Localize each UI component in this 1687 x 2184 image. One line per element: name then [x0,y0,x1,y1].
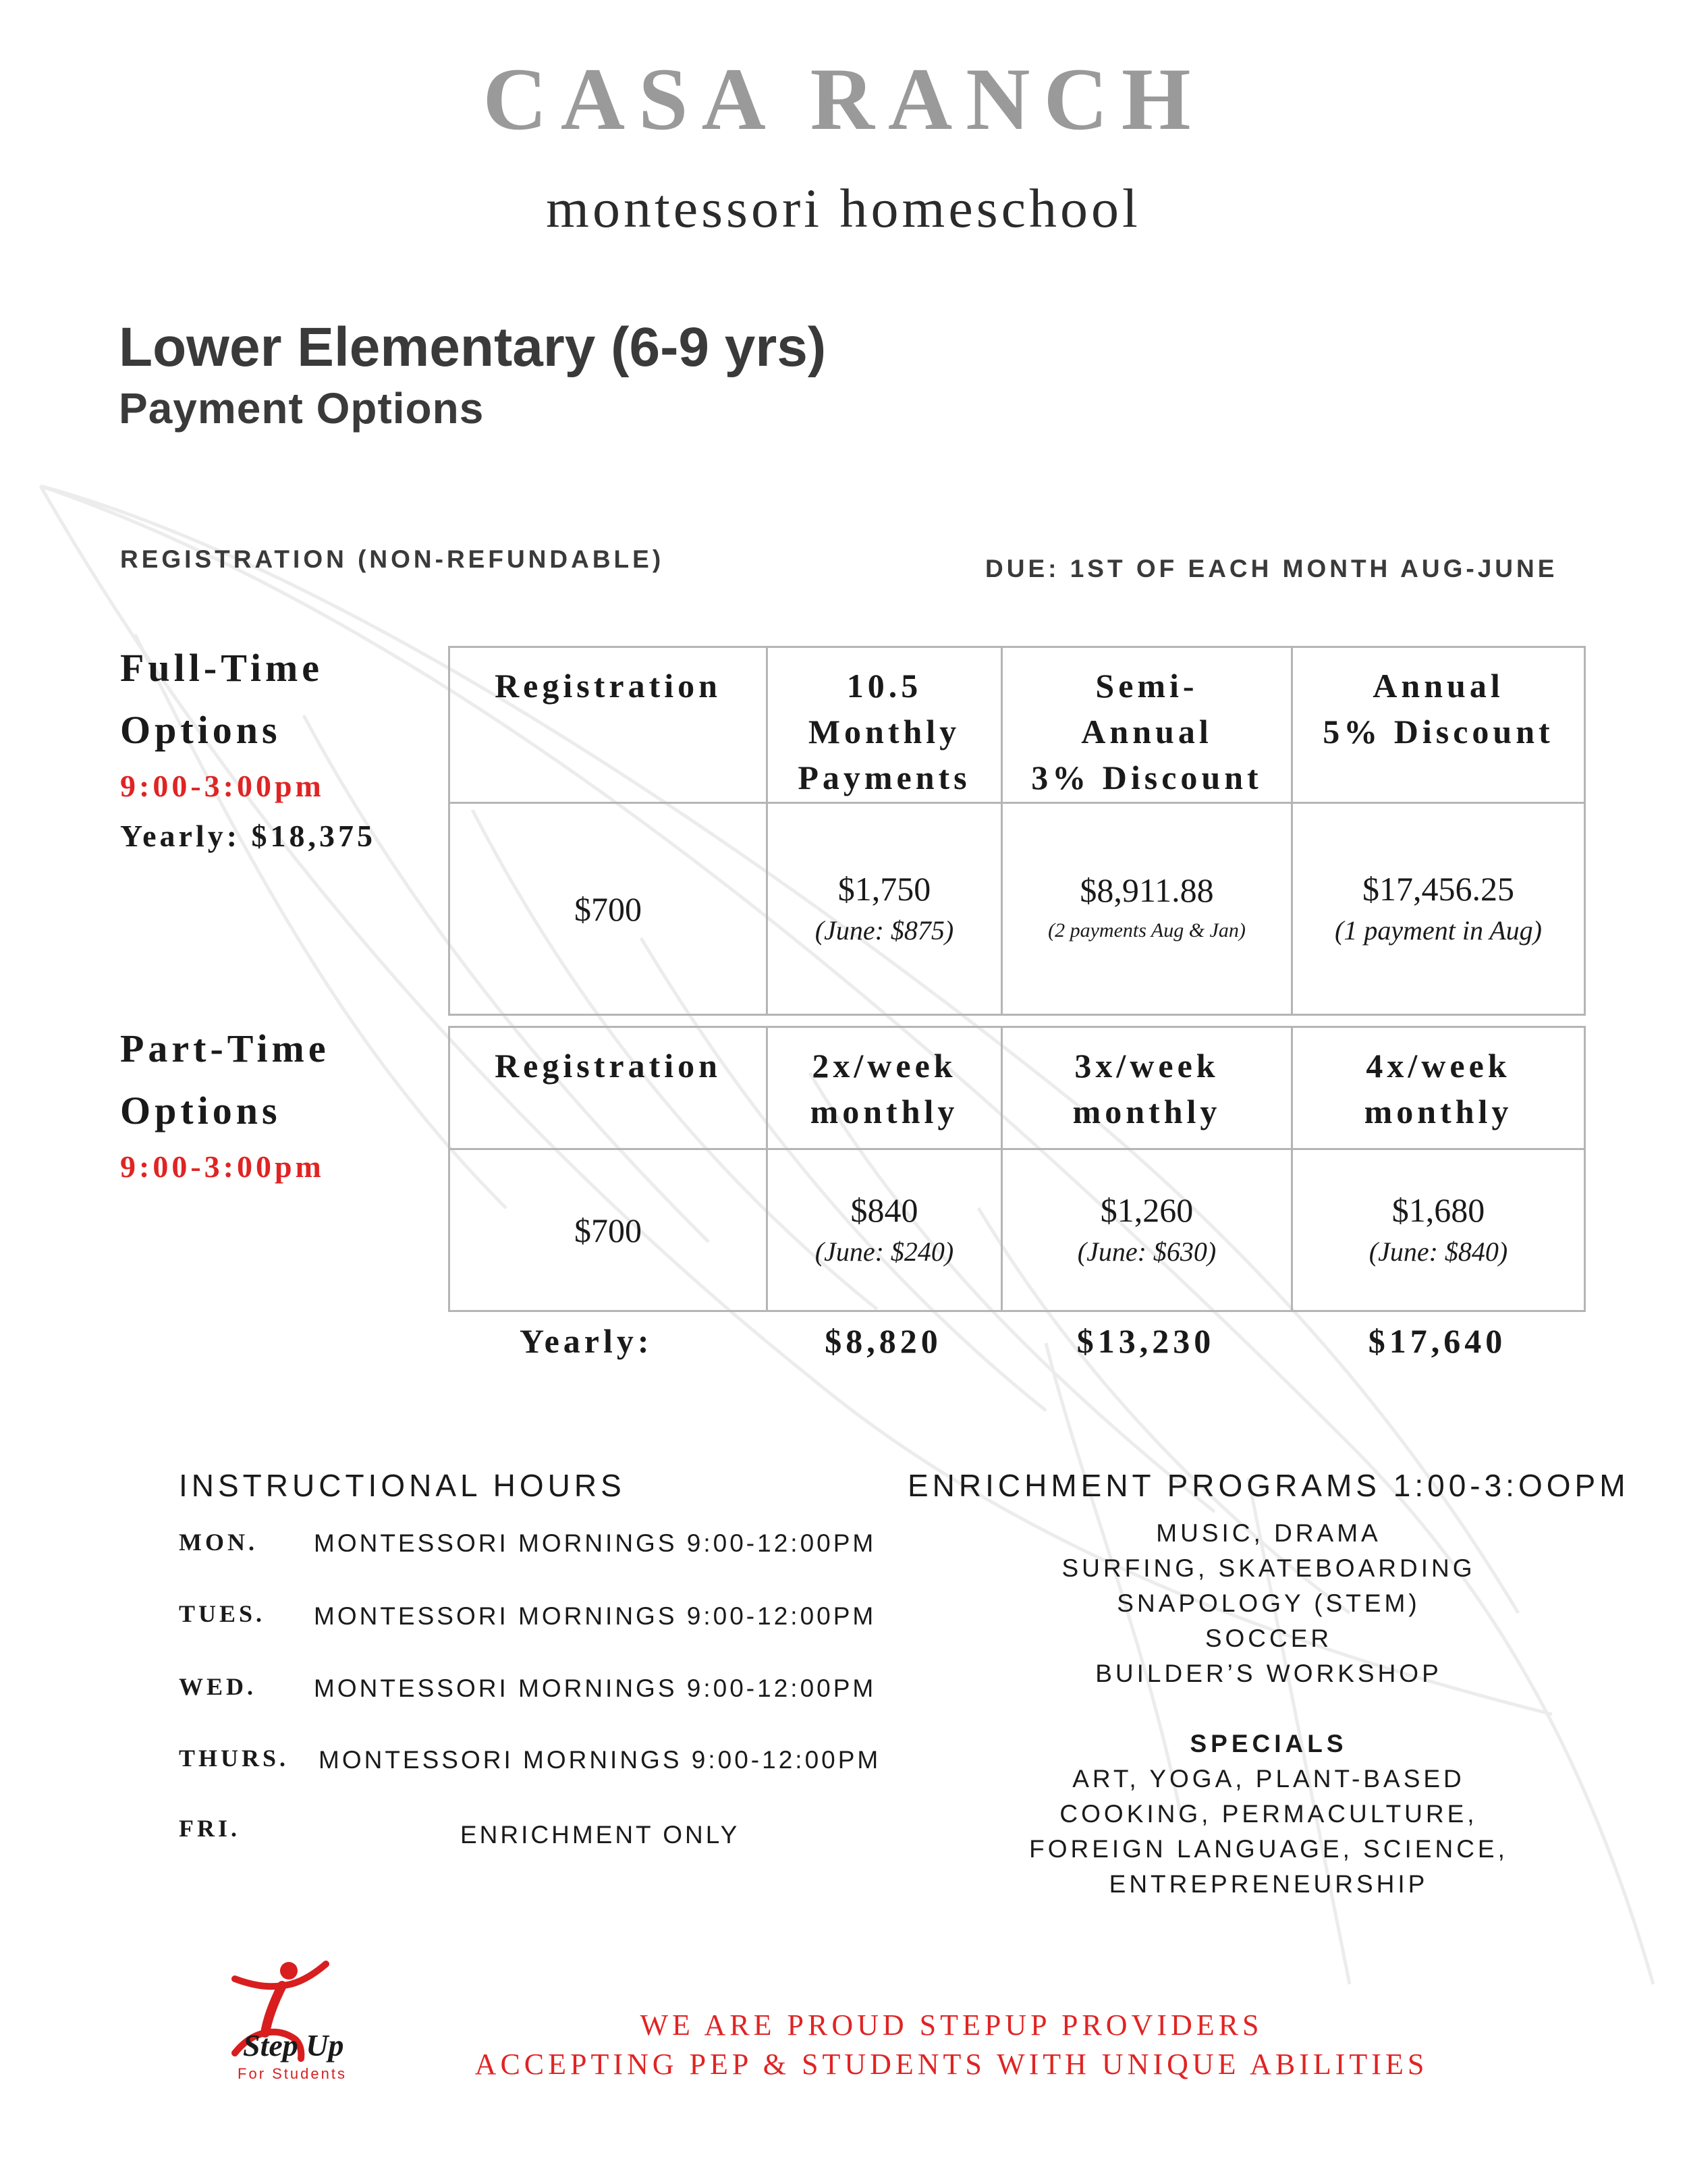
twice-weekly-note: (June: $240) [814,1236,954,1267]
day-hours: MONTESSORI MORNINGS 9:00-12:00PM [314,1602,877,1630]
semi-annual-note: (2 payments Aug & Jan) [1048,919,1246,941]
four-weekly-amount: $1,680 [1391,1191,1485,1229]
footer-line-2: ACCEPTING PEP & STUDENTS WITH UNIQUE ABILITIES [474,2048,1429,2081]
monthly-note: (June: $875) [814,914,954,946]
thrice-weekly-amount: $1,260 [1100,1191,1194,1229]
day-label: WED. [179,1673,257,1700]
enrichment-list [897,1516,1640,1691]
table-cell [767,803,1002,1015]
full-time-yearly: Yearly: $18,375 [120,819,377,853]
brand-title: CASA RANCH [482,49,1205,148]
monthly-amount: $1,750 [837,869,931,908]
table-header-cell: 4x/week monthly [1292,1027,1585,1149]
part-time-price-table [448,1026,1586,1312]
stepup-logo-text: Step Up [243,2028,344,2063]
table-row [449,1149,1585,1311]
table-cell [1002,803,1292,1015]
list-item: ENTREPRENEURSHIP [1109,1870,1429,1898]
semi-annual-amount: $8,911.88 [1080,871,1214,909]
list-item: FOREIGN LANGUAGE, SCIENCE, [1029,1835,1508,1863]
table-header-row [449,1027,1585,1149]
list-item: BUILDER’S WORKSHOP [1095,1660,1442,1687]
day-label: THURS. [179,1745,289,1772]
day-hours: MONTESSORI MORNINGS 9:00-12:00PM [314,1529,877,1557]
brand-subtitle: montessori homeschool [546,178,1141,239]
day-label: FRI. [179,1815,240,1842]
list-item: MUSIC, DRAMA [1156,1519,1381,1547]
list-item: SOCCER [1205,1625,1333,1652]
day-hours: MONTESSORI MORNINGS 9:00-12:00PM [314,1674,877,1702]
list-item: SNAPOLOGY (STEM) [1117,1589,1420,1617]
page-title: Lower Elementary (6-9 yrs) [119,317,827,378]
full-time-price-table [448,646,1586,1016]
page-subtitle: Payment Options [119,384,485,433]
yearly-value: $13,230 [1076,1322,1215,1360]
full-time-title [120,637,323,761]
annual-amount: $17,456.25 [1362,869,1514,908]
day-label: TUES. [179,1600,266,1627]
yearly-value: $8,820 [825,1322,942,1360]
table-row [449,803,1585,1015]
stepup-logo-tagline: For Students [238,2065,347,2082]
table-header-cell: Registration [449,647,767,803]
full-time-title-line2: Options [120,708,281,752]
table-header-cell: Registration [449,1027,767,1149]
table-cell [1002,1149,1292,1311]
yearly-value: $17,640 [1368,1322,1507,1360]
stepup-logo [215,1952,370,2087]
part-time-title [120,1018,330,1142]
table-cell [767,1149,1002,1311]
part-time-title-line2: Options [120,1089,281,1132]
annual-note: (1 payment in Aug) [1335,914,1542,946]
registration-note: REGISTRATION (NON-REFUNDABLE) [120,545,665,573]
table-header-cell: Semi- Annual 3% Discount [1002,647,1292,803]
yearly-label: Yearly: [520,1322,653,1360]
list-item: SURFING, SKATEBOARDING [1061,1554,1476,1582]
thrice-weekly-note: (June: $630) [1077,1236,1217,1267]
table-cell [449,1149,767,1311]
specials-heading: SPECIALS [1190,1730,1348,1757]
table-cell [1292,1149,1585,1311]
table-header-cell: 10.5 Monthly Payments [767,647,1002,803]
part-time-hours: 9:00-3:00pm [120,1149,325,1184]
list-item: COOKING, PERMACULTURE, [1059,1800,1478,1828]
due-note: DUE: 1ST OF EACH MONTH AUG-JUNE [985,555,1558,582]
footer-line-1: WE ARE PROUD STEPUP PROVIDERS [640,2009,1263,2042]
registration-fee: $700 [574,1211,642,1249]
part-time-title-line1: Part-Time [120,1027,330,1070]
table-header-cell: Annual 5% Discount [1292,647,1585,803]
day-hours: ENRICHMENT ONLY [460,1821,740,1849]
table-header-cell: 3x/week monthly [1002,1027,1292,1149]
table-cell [1292,803,1585,1015]
day-label: MON. [179,1529,258,1556]
table-cell [449,803,767,1015]
specials-list [897,1762,1640,1902]
four-weekly-note: (June: $840) [1368,1236,1508,1267]
list-item: ART, YOGA, PLANT-BASED [1072,1765,1465,1793]
full-time-hours: 9:00-3:00pm [120,769,325,803]
table-header-row [449,647,1585,803]
instructional-hours-heading: INSTRUCTIONAL HOURS [179,1468,626,1503]
table-header-cell: 2x/week monthly [767,1027,1002,1149]
registration-fee: $700 [574,890,642,928]
full-time-title-line1: Full-Time [120,646,324,690]
day-hours: MONTESSORI MORNINGS 9:00-12:00PM [319,1746,881,1774]
twice-weekly-amount: $840 [850,1191,918,1229]
enrichment-heading: ENRICHMENT PROGRAMS 1:00-3:OOPM [908,1468,1630,1503]
